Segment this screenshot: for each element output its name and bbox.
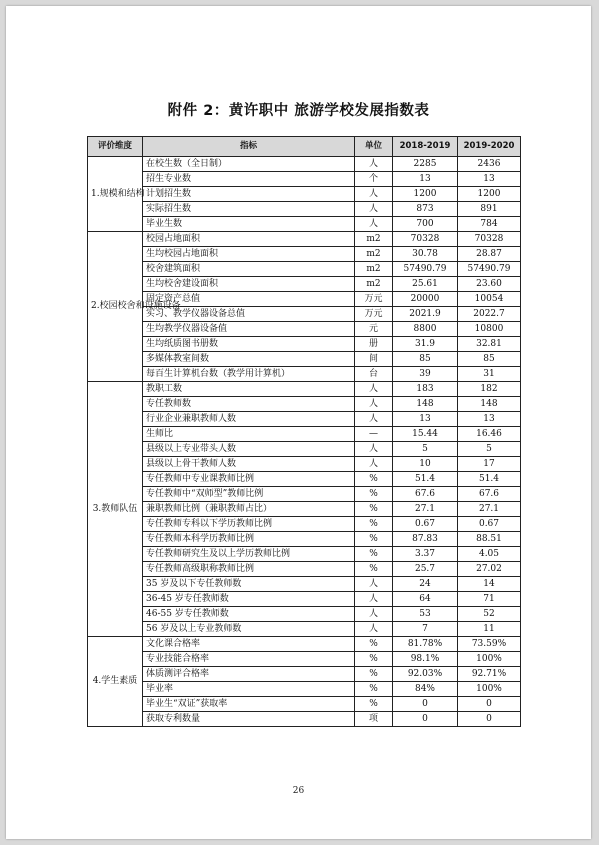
unit-cell: % [355, 472, 393, 487]
unit-cell: 人 [355, 157, 393, 172]
unit-cell: 人 [355, 217, 393, 232]
unit-cell: % [355, 532, 393, 547]
unit-cell: 人 [355, 607, 393, 622]
value-2019-2020-cell: 13 [458, 172, 521, 187]
indicator-cell: 校园占地面积 [143, 232, 355, 247]
value-2018-2019-cell: 8800 [393, 322, 458, 337]
indicator-cell: 校舍建筑面积 [143, 262, 355, 277]
value-2018-2019-cell: 0.67 [393, 517, 458, 532]
unit-cell: 人 [355, 442, 393, 457]
header-year-2018-2019: 2018-2019 [393, 137, 458, 157]
table-row [88, 592, 521, 607]
table-row [88, 247, 521, 262]
unit-cell: % [355, 547, 393, 562]
value-2018-2019-cell: 27.1 [393, 502, 458, 517]
indicator-cell: 在校生数（全日制） [143, 157, 355, 172]
indicator-cell: 46-55 岁专任教师数 [143, 607, 355, 622]
table-row [88, 262, 521, 277]
unit-cell: 人 [355, 457, 393, 472]
indicator-cell: 县级以上骨干教师人数 [143, 457, 355, 472]
table-row [88, 172, 521, 187]
value-2019-2020-cell: 148 [458, 397, 521, 412]
value-2019-2020-cell: 0.67 [458, 517, 521, 532]
unit-cell: 个 [355, 172, 393, 187]
indicator-cell: 生均校园占地面积 [143, 247, 355, 262]
dimension-cell: 2.校园校舍和设施设备 [88, 232, 143, 382]
value-2019-2020-cell: 4.05 [458, 547, 521, 562]
table-row [88, 442, 521, 457]
value-2018-2019-cell: 64 [393, 592, 458, 607]
table-row [88, 652, 521, 667]
value-2018-2019-cell: 84% [393, 682, 458, 697]
table-header-row [88, 137, 521, 157]
unit-cell: — [355, 427, 393, 442]
unit-cell: 人 [355, 622, 393, 637]
table-row [88, 562, 521, 577]
unit-cell: 人 [355, 412, 393, 427]
table-row [88, 622, 521, 637]
indicator-cell: 生师比 [143, 427, 355, 442]
unit-cell: % [355, 502, 393, 517]
value-2019-2020-cell: 27.1 [458, 502, 521, 517]
value-2019-2020-cell: 10800 [458, 322, 521, 337]
value-2019-2020-cell: 14 [458, 577, 521, 592]
value-2019-2020-cell: 92.71% [458, 667, 521, 682]
indicator-cell: 实习、教学仪器设备总值 [143, 307, 355, 322]
value-2019-2020-cell: 1200 [458, 187, 521, 202]
unit-cell: 万元 [355, 292, 393, 307]
value-2019-2020-cell: 67.6 [458, 487, 521, 502]
table-row [88, 382, 521, 397]
indicator-cell: 每百生计算机台数（教学用计算机） [143, 367, 355, 382]
value-2018-2019-cell: 2285 [393, 157, 458, 172]
indicator-cell: 获取专利数量 [143, 712, 355, 727]
unit-cell: 间 [355, 352, 393, 367]
table-row [88, 277, 521, 292]
value-2019-2020-cell: 85 [458, 352, 521, 367]
indicator-cell: 固定资产总值 [143, 292, 355, 307]
unit-cell: 人 [355, 577, 393, 592]
indicator-cell: 文化课合格率 [143, 637, 355, 652]
table-row [88, 502, 521, 517]
page-number: 26 [292, 786, 305, 796]
value-2019-2020-cell: 71 [458, 592, 521, 607]
indicator-cell: 生均校舍建设面积 [143, 277, 355, 292]
value-2018-2019-cell: 5 [393, 442, 458, 457]
value-2018-2019-cell: 39 [393, 367, 458, 382]
unit-cell: % [355, 697, 393, 712]
unit-cell: 人 [355, 187, 393, 202]
unit-cell: m2 [355, 247, 393, 262]
indicator-cell: 专任教师中专业课教师比例 [143, 472, 355, 487]
indicator-cell: 专任教师中“双师型”教师比例 [143, 487, 355, 502]
indicator-cell: 教职工数 [143, 382, 355, 397]
header-indicator: 指标 [143, 137, 355, 157]
value-2019-2020-cell: 182 [458, 382, 521, 397]
table-row [88, 517, 521, 532]
header-unit: 单位 [355, 137, 393, 157]
table-row [88, 472, 521, 487]
value-2018-2019-cell: 3.37 [393, 547, 458, 562]
table-row [88, 367, 521, 382]
indicator-cell: 专任教师本科学历教师比例 [143, 532, 355, 547]
value-2019-2020-cell: 100% [458, 682, 521, 697]
value-2019-2020-cell: 31 [458, 367, 521, 382]
indicator-cell: 计划招生数 [143, 187, 355, 202]
table-row [88, 682, 521, 697]
unit-cell: 人 [355, 382, 393, 397]
table-row [88, 307, 521, 322]
indicator-cell: 招生专业数 [143, 172, 355, 187]
development-index-table [87, 136, 521, 727]
unit-cell: % [355, 487, 393, 502]
table-body [88, 157, 521, 727]
unit-cell: 人 [355, 397, 393, 412]
table-row [88, 667, 521, 682]
table-row [88, 337, 521, 352]
value-2018-2019-cell: 57490.79 [393, 262, 458, 277]
value-2019-2020-cell: 17 [458, 457, 521, 472]
value-2019-2020-cell: 70328 [458, 232, 521, 247]
value-2019-2020-cell: 784 [458, 217, 521, 232]
indicator-cell: 兼职教师比例（兼职教师占比） [143, 502, 355, 517]
indicator-cell: 行业企业兼职教师人数 [143, 412, 355, 427]
table-row [88, 547, 521, 562]
indicator-cell: 36-45 岁专任教师数 [143, 592, 355, 607]
value-2019-2020-cell: 52 [458, 607, 521, 622]
value-2018-2019-cell: 1200 [393, 187, 458, 202]
value-2018-2019-cell: 53 [393, 607, 458, 622]
indicator-cell: 毕业生数 [143, 217, 355, 232]
unit-cell: m2 [355, 232, 393, 247]
unit-cell: 人 [355, 592, 393, 607]
unit-cell: % [355, 652, 393, 667]
value-2019-2020-cell: 88.51 [458, 532, 521, 547]
table-row [88, 157, 521, 172]
dimension-cell: 4.学生素质 [88, 637, 143, 727]
value-2018-2019-cell: 92.03% [393, 667, 458, 682]
value-2018-2019-cell: 24 [393, 577, 458, 592]
table-row [88, 217, 521, 232]
table-row [88, 457, 521, 472]
indicator-cell: 56 岁及以上专业教师数 [143, 622, 355, 637]
table-row [88, 202, 521, 217]
value-2019-2020-cell: 32.81 [458, 337, 521, 352]
table-row [88, 232, 521, 247]
table-row [88, 352, 521, 367]
table-row [88, 292, 521, 307]
indicator-cell: 专任教师研究生及以上学历教师比例 [143, 547, 355, 562]
indicator-cell: 体质测评合格率 [143, 667, 355, 682]
value-2019-2020-cell: 5 [458, 442, 521, 457]
value-2019-2020-cell: 13 [458, 412, 521, 427]
value-2019-2020-cell: 23.60 [458, 277, 521, 292]
table-row [88, 427, 521, 442]
unit-cell: m2 [355, 262, 393, 277]
unit-cell: % [355, 667, 393, 682]
value-2018-2019-cell: 25.7 [393, 562, 458, 577]
table-row [88, 637, 521, 652]
table-row [88, 322, 521, 337]
unit-cell: m2 [355, 277, 393, 292]
value-2018-2019-cell: 148 [393, 397, 458, 412]
indicator-cell: 生均纸质图书册数 [143, 337, 355, 352]
indicator-cell: 毕业率 [143, 682, 355, 697]
unit-cell: % [355, 562, 393, 577]
header-dimension: 评价维度 [88, 137, 143, 157]
value-2018-2019-cell: 700 [393, 217, 458, 232]
value-2019-2020-cell: 16.46 [458, 427, 521, 442]
table-row [88, 487, 521, 502]
value-2018-2019-cell: 85 [393, 352, 458, 367]
value-2018-2019-cell: 25.61 [393, 277, 458, 292]
unit-cell: % [355, 637, 393, 652]
value-2019-2020-cell: 891 [458, 202, 521, 217]
value-2019-2020-cell: 51.4 [458, 472, 521, 487]
indicator-cell: 县级以上专业带头人数 [143, 442, 355, 457]
value-2018-2019-cell: 20000 [393, 292, 458, 307]
value-2018-2019-cell: 98.1% [393, 652, 458, 667]
value-2018-2019-cell: 87.83 [393, 532, 458, 547]
dimension-cell: 3.教师队伍 [88, 382, 143, 637]
indicator-cell: 专任教师数 [143, 397, 355, 412]
table-row [88, 712, 521, 727]
table-row [88, 697, 521, 712]
value-2018-2019-cell: 67.6 [393, 487, 458, 502]
value-2018-2019-cell: 873 [393, 202, 458, 217]
value-2018-2019-cell: 15.44 [393, 427, 458, 442]
value-2018-2019-cell: 30.78 [393, 247, 458, 262]
table-row [88, 187, 521, 202]
indicator-cell: 专业技能合格率 [143, 652, 355, 667]
table-row [88, 577, 521, 592]
table-row [88, 412, 521, 427]
unit-cell: 台 [355, 367, 393, 382]
table-row [88, 607, 521, 622]
indicator-cell: 实际招生数 [143, 202, 355, 217]
value-2018-2019-cell: 7 [393, 622, 458, 637]
value-2018-2019-cell: 31.9 [393, 337, 458, 352]
value-2019-2020-cell: 73.59% [458, 637, 521, 652]
value-2018-2019-cell: 2021.9 [393, 307, 458, 322]
indicator-cell: 专任教师专科以下学历教师比例 [143, 517, 355, 532]
value-2018-2019-cell: 13 [393, 172, 458, 187]
value-2018-2019-cell: 81.78% [393, 637, 458, 652]
value-2018-2019-cell: 70328 [393, 232, 458, 247]
table-row [88, 397, 521, 412]
value-2019-2020-cell: 2436 [458, 157, 521, 172]
value-2019-2020-cell: 27.02 [458, 562, 521, 577]
value-2018-2019-cell: 10 [393, 457, 458, 472]
dimension-cell: 1.规模和结构 [88, 157, 143, 232]
value-2018-2019-cell: 0 [393, 697, 458, 712]
unit-cell: 人 [355, 202, 393, 217]
page-title: 附件 2：黄许职中 旅游学校发展指数表 [167, 103, 430, 119]
indicator-cell: 专任教师高级职称教师比例 [143, 562, 355, 577]
unit-cell: 元 [355, 322, 393, 337]
unit-cell: 册 [355, 337, 393, 352]
document-page [6, 6, 591, 839]
unit-cell: 项 [355, 712, 393, 727]
unit-cell: % [355, 517, 393, 532]
value-2019-2020-cell: 28.87 [458, 247, 521, 262]
value-2019-2020-cell: 0 [458, 697, 521, 712]
indicator-cell: 35 岁及以下专任教师数 [143, 577, 355, 592]
value-2019-2020-cell: 0 [458, 712, 521, 727]
value-2018-2019-cell: 13 [393, 412, 458, 427]
table-row [88, 532, 521, 547]
value-2019-2020-cell: 11 [458, 622, 521, 637]
indicator-cell: 生均教学仪器设备值 [143, 322, 355, 337]
value-2019-2020-cell: 57490.79 [458, 262, 521, 277]
value-2019-2020-cell: 2022.7 [458, 307, 521, 322]
value-2018-2019-cell: 183 [393, 382, 458, 397]
value-2019-2020-cell: 100% [458, 652, 521, 667]
value-2018-2019-cell: 0 [393, 712, 458, 727]
unit-cell: 万元 [355, 307, 393, 322]
value-2019-2020-cell: 10054 [458, 292, 521, 307]
header-year-2019-2020: 2019-2020 [458, 137, 521, 157]
indicator-cell: 多媒体教室间数 [143, 352, 355, 367]
indicator-cell: 毕业生“双证”获取率 [143, 697, 355, 712]
value-2018-2019-cell: 51.4 [393, 472, 458, 487]
unit-cell: % [355, 682, 393, 697]
